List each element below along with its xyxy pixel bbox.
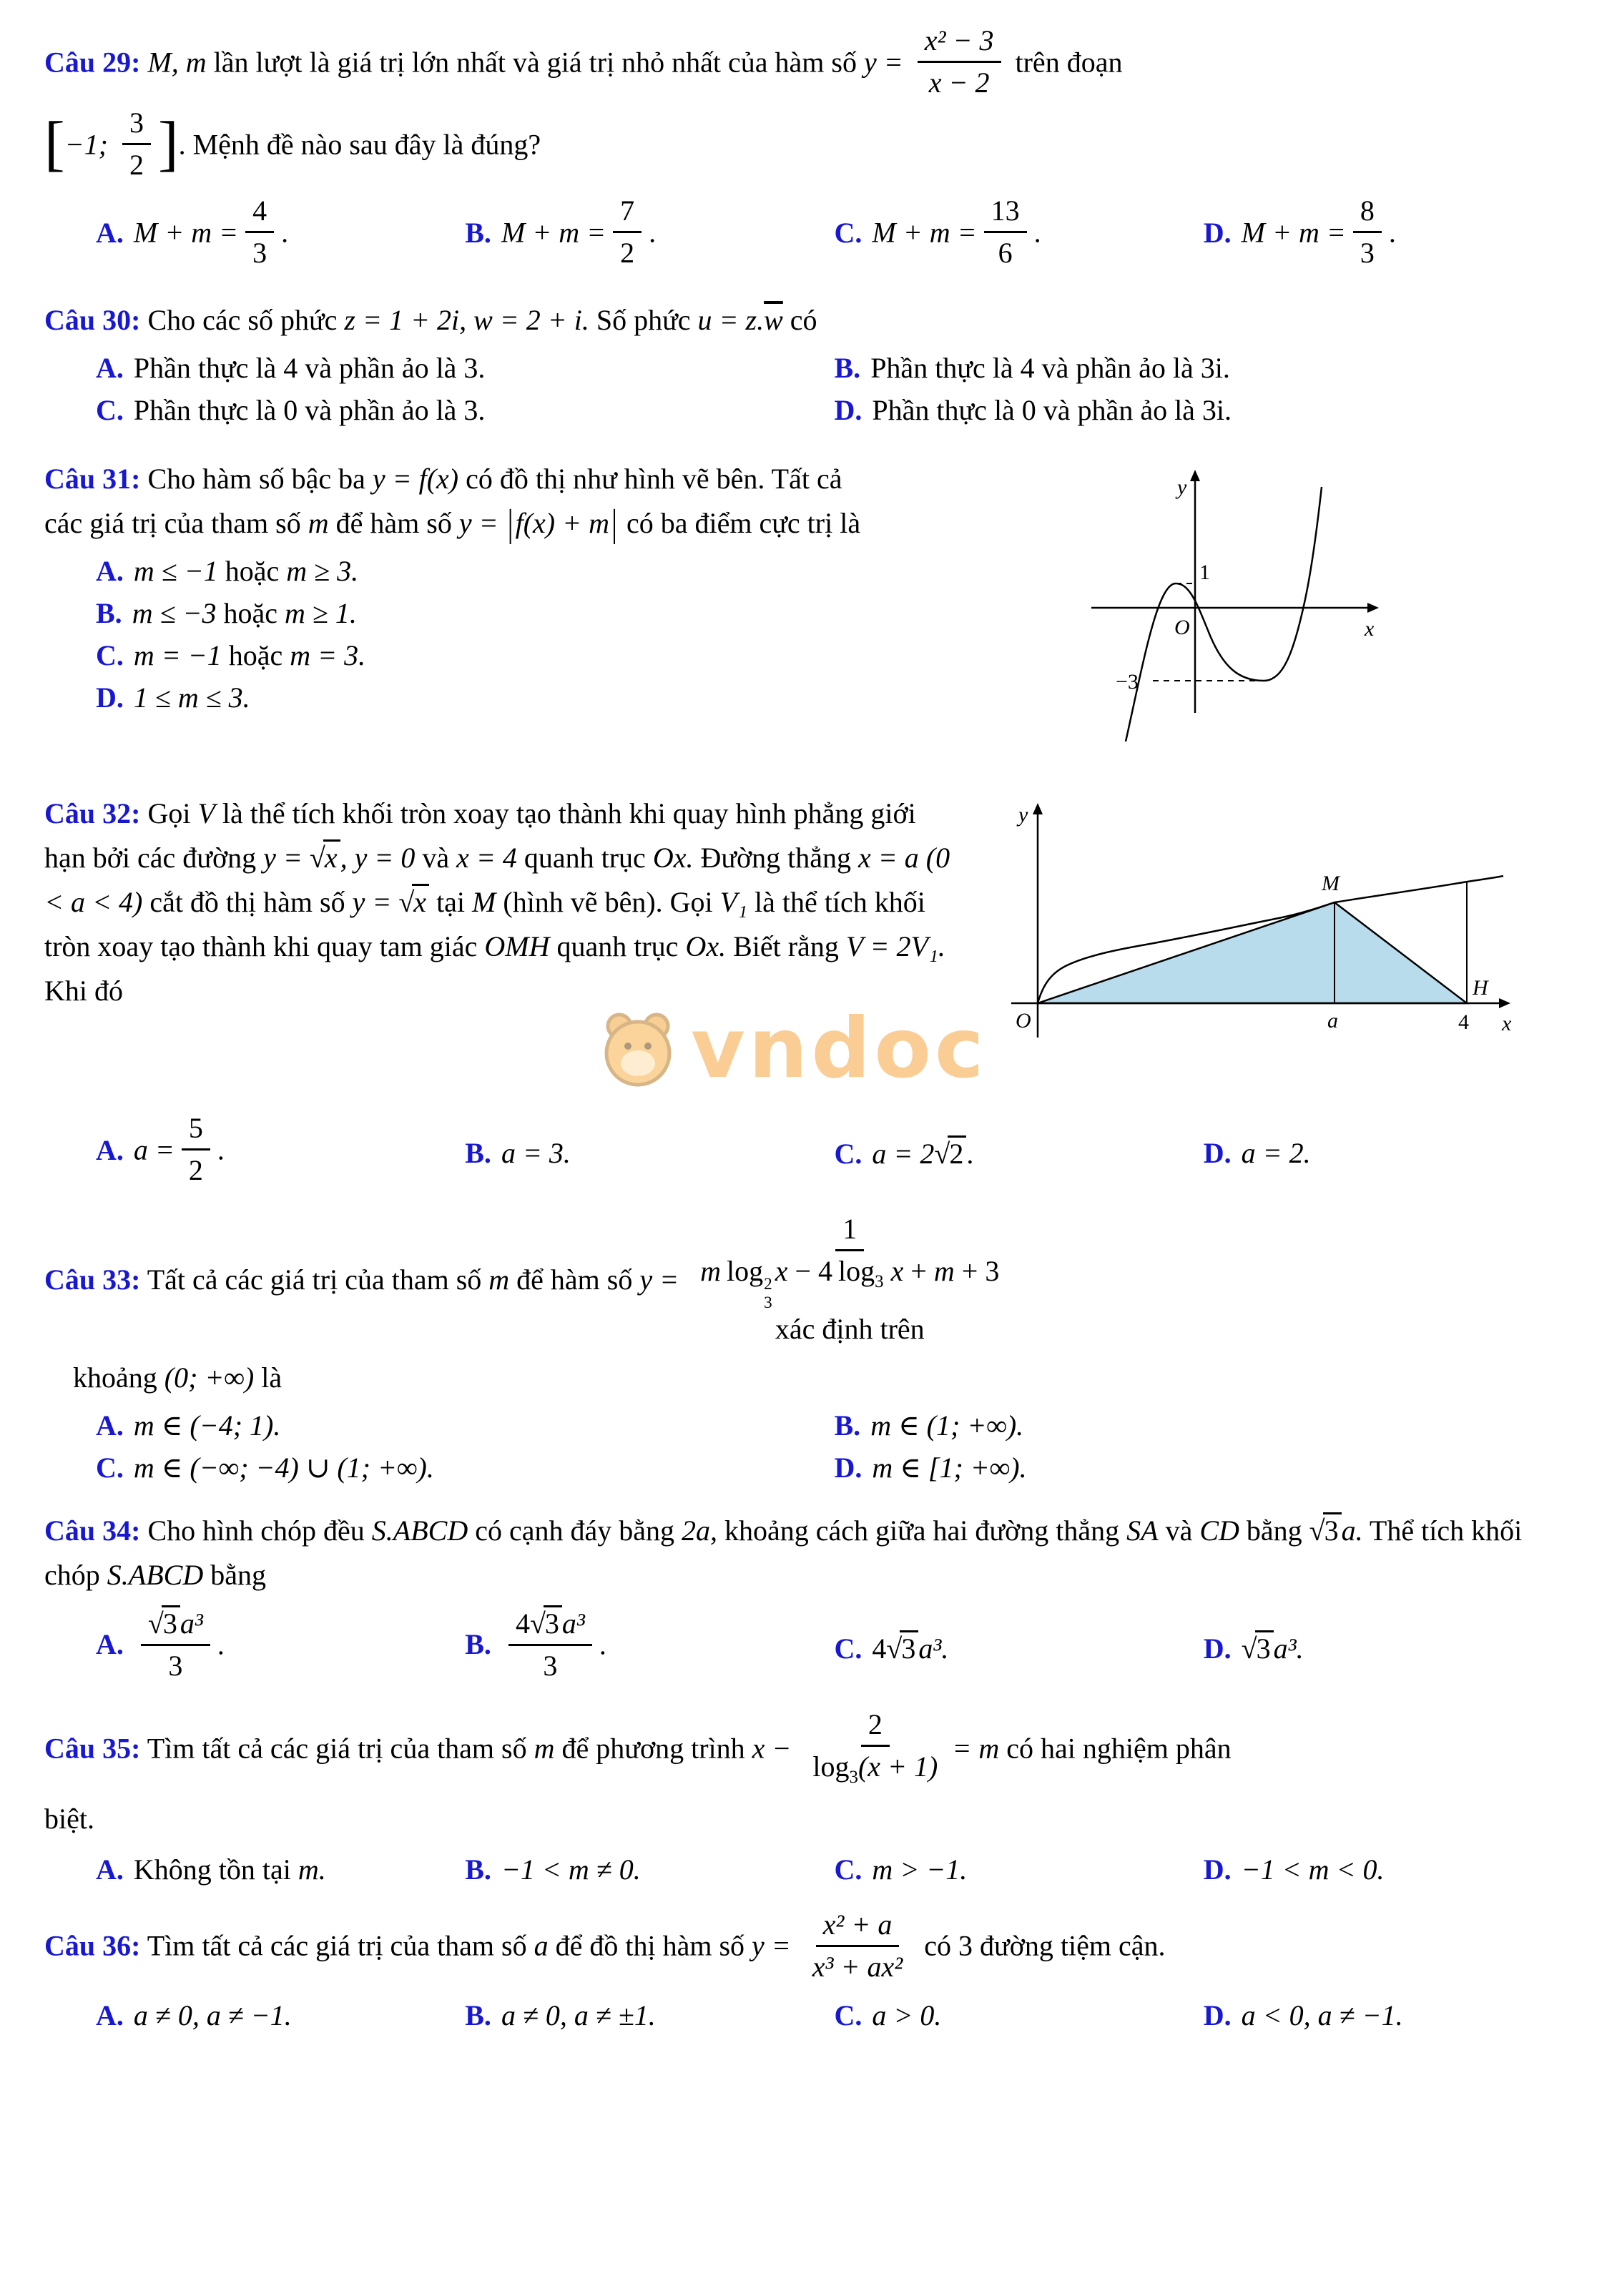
fraction: 1 m log 2 3 x − 4 $\log_3 x + m + 3$ xác định trên <box>693 1212 1006 1346</box>
option-b: B. $\frac{\text{4√3 a³}}{3}$ . <box>465 1609 834 1687</box>
abs-bar: | <box>507 501 513 545</box>
fraction <box>918 24 1001 100</box>
q32-text-column <box>44 786 953 1019</box>
stem-text: Gọi <box>147 797 198 829</box>
stem-text: để hàm số <box>328 507 459 539</box>
sup-sub-stack: 2 3 <box>764 1274 772 1312</box>
question-label: Câu 33: <box>44 1263 141 1296</box>
q33-stem-line2: khoảng (0; +∞) là <box>73 1361 282 1394</box>
option-b: B. −1 < m ≠ 0. <box>465 1853 641 1886</box>
fraction: $\frac{\text{√3 a³}}{3}$ <box>141 1605 210 1683</box>
option-letter: D. <box>834 394 862 426</box>
option-d: D. m ∈ [1; +∞). <box>834 1451 1027 1484</box>
option-math: M + m = <box>1241 216 1346 249</box>
option-c: C. m = −1 hoặc m = 3. <box>96 639 366 671</box>
q33-options <box>44 1409 1573 1484</box>
math: y = <box>458 507 506 539</box>
option-letter: C. <box>834 1853 862 1886</box>
option-letter: C. <box>834 1999 862 2032</box>
option-text: . <box>1388 216 1396 249</box>
q31-stem <box>44 457 867 546</box>
q34-stem: Câu 34: Cho hình chóp đều S.ABCD có cạnh đáy bằng 2a, khoảng cách giữa hai đường thẳng SA và CD bằng √3 a. Thể tích khối chóp S.ABCD bằng <box>44 1509 1573 1597</box>
option-b: B. a = 3. <box>465 1137 571 1169</box>
option-d: D. a < 0, a ≠ −1. <box>1203 1999 1403 2032</box>
stem-text: Tất cả các giá trị của tham số <box>147 1263 489 1296</box>
tick-label-a: a <box>1327 1009 1338 1033</box>
option-letter: B. <box>834 1409 861 1442</box>
option-d: D. √3 a³. <box>1204 1630 1573 1665</box>
fraction: $\frac{8}{3}$ <box>1353 194 1382 270</box>
math: f(x) + m <box>515 507 609 539</box>
q35-stem-line2: biệt. <box>44 1803 94 1836</box>
option-b: B. m ∈ (1; +∞). <box>834 1409 1024 1442</box>
fraction: $\frac{\text{x² + a}}{\text{x³ + ax²}}$ <box>812 1908 903 1983</box>
solid-of-revolution-figure <box>998 789 1528 1053</box>
square-root: √2 <box>934 1138 966 1170</box>
option-text: . <box>649 216 657 249</box>
option-text: Phần thực là 4 và phần ảo là 3i. <box>870 352 1230 384</box>
option-letter: C. <box>96 639 124 671</box>
question-29 <box>44 24 1573 274</box>
option-letter: A. <box>96 1853 124 1886</box>
question-label: Câu 32: <box>44 797 141 829</box>
stem-text: có ba điểm cực trị là <box>619 507 861 539</box>
math: y = f(x) <box>372 463 459 495</box>
left-bracket: [ <box>44 109 65 178</box>
q29-stem <box>44 24 1573 104</box>
option-letter: A. <box>96 216 124 249</box>
square-root: √3 <box>1309 1514 1342 1547</box>
option-d: D. 1 ≤ m ≤ 3. <box>96 681 250 714</box>
option-c: C. m ∈ (−∞; −4) ∪ (1; +∞). <box>96 1451 434 1484</box>
fraction: $\frac{2}{\log_3(x + 1)}$ <box>805 1708 945 1788</box>
option-c <box>96 393 835 427</box>
option-a: A. a = $\frac{5}{2}$ . <box>96 1112 225 1187</box>
option-letter: D. <box>1203 1632 1232 1665</box>
option-d <box>1203 194 1573 274</box>
q31-figure <box>867 451 1573 762</box>
math: u = z. <box>697 304 765 336</box>
question-34 <box>44 1509 1573 1687</box>
option-text: Phần thực là 0 và phần ảo là 3. <box>133 394 486 426</box>
cubic-graph-figure <box>1041 454 1399 762</box>
option-a: A. m ∈ (−4; 1). <box>96 1409 281 1442</box>
option-c: C. m > −1. <box>834 1853 968 1886</box>
option-letter: C. <box>96 1451 124 1484</box>
option-a: A. m ≤ −1 hoặc m ≥ 3. <box>96 555 359 587</box>
numerator: x² − 3 <box>918 24 1001 63</box>
option-c <box>834 194 1204 274</box>
option-letter: A. <box>96 555 124 587</box>
q30-options <box>44 351 1573 427</box>
math-overline: $\overline{w}$ <box>764 304 783 336</box>
fraction: $\frac{13}{6}$ <box>984 194 1027 270</box>
option-d: D. a = 2. <box>1203 1137 1311 1169</box>
option-letter: D. <box>1203 1137 1232 1169</box>
denominator: 2 <box>129 149 144 182</box>
math: m <box>308 507 329 539</box>
option-d <box>835 393 1573 427</box>
q34-options <box>44 1609 1573 1687</box>
option-b <box>465 194 834 274</box>
question-32 <box>44 786 1573 1191</box>
axis-label-y: y <box>1176 476 1186 499</box>
fraction: $\frac{4}{3}$ <box>245 194 274 270</box>
option-letter: D. <box>96 681 124 714</box>
tick-label-minus3: −3 <box>1115 670 1139 694</box>
question-label: Câu 31: <box>44 463 141 495</box>
option-letter: D. <box>1203 1999 1232 2032</box>
axis-label-x: x <box>1364 617 1374 641</box>
option-letter: C. <box>96 394 124 426</box>
denominator: x − 2 <box>928 66 990 99</box>
fraction: $\frac{7}{2}$ <box>613 194 642 270</box>
option-letter: B. <box>465 1853 491 1886</box>
option-text: Phần thực là 0 và phần ảo là 3i. <box>872 394 1232 426</box>
option-b: B. m ≤ −3 hoặc m ≥ 1. <box>96 597 357 629</box>
question-label: Câu 29: <box>44 46 141 79</box>
option-letter: B. <box>465 1628 491 1661</box>
option-a: A. $\frac{\text{√3 a³}}{3}$ . <box>96 1609 465 1687</box>
option-letter: C. <box>834 216 862 249</box>
option-math: M + m = <box>133 216 239 249</box>
fraction: $\frac{\text{4√3 a³}}{3}$ <box>508 1605 592 1683</box>
option-math: M + m = <box>872 216 977 249</box>
tick-label-4: 4 <box>1458 1010 1469 1034</box>
question-33 <box>44 1213 1573 1484</box>
denominator: m log 2 3 x − 4 $\log_3 x + m + 3$ <box>700 1255 1000 1312</box>
numerator: 3 <box>122 106 151 145</box>
option-letter: B. <box>465 216 491 249</box>
q30-stem <box>44 298 1573 343</box>
question-30 <box>44 298 1573 427</box>
q36-options <box>44 1999 1573 2032</box>
option-b: B. a ≠ 0, a ≠ ±1. <box>465 1999 656 2032</box>
stem-text: Cho hàm số bậc ba <box>147 463 373 495</box>
q32-options <box>44 1112 1573 1191</box>
question-label: Câu 35: <box>44 1732 141 1765</box>
origin-label: O <box>1174 616 1190 639</box>
option-letter: A. <box>96 352 124 384</box>
option-letter: A. <box>96 1409 124 1442</box>
q35-stem: Câu 35: Tìm tất cả các giá trị của tham số m để phương trình x − $\frac{2}{\log_3(x + 1)}$ = m có hai nghiệm phân <box>44 1708 1232 1787</box>
option-a <box>96 351 835 385</box>
q36-stem: Câu 36: Tìm tất cả các giá trị của tham số a để đồ thị hàm số y = $\frac{\text{x² + a}}{\text{x³ + ax²}}$ có 3 đường tiệm cận. <box>44 1908 1166 1983</box>
option-letter: D. <box>1203 216 1232 249</box>
point-label-M: M <box>1321 872 1340 895</box>
stem-text: Số phức <box>589 304 698 336</box>
stem-text: có <box>782 304 817 336</box>
q29-options <box>44 194 1573 274</box>
question-label: Câu 30: <box>44 304 141 336</box>
square-root: √x <box>310 842 340 874</box>
option-letter: B. <box>465 1137 491 1169</box>
option-letter: B. <box>96 597 122 629</box>
point-label-H: H <box>1472 976 1488 1000</box>
axis-label-y: y <box>1018 803 1028 827</box>
option-text: . <box>281 216 289 249</box>
math: −1; <box>64 128 115 161</box>
math: y = <box>864 46 903 79</box>
stem-text: là thể tích khối tròn xoay tạo thành khi quay hình phẳng giới hạn bởi các đường <box>44 797 916 874</box>
option-letter: A. <box>96 1628 124 1661</box>
right-bracket: ] <box>157 109 179 178</box>
stem-text: trên đoạn <box>1008 46 1123 79</box>
q29-stem-line2 <box>44 109 1573 186</box>
option-c: C. a = 2√2 . <box>835 1135 1204 1171</box>
q31-options <box>44 554 867 714</box>
stem-text: có đồ thị như hình vẽ bên. Tất cả các giá trị của tham số <box>44 463 842 539</box>
option-b <box>835 351 1573 385</box>
stem-text: Cho các số phức <box>147 304 345 336</box>
option-letter: C. <box>834 1138 862 1170</box>
option-a: A. a ≠ 0, a ≠ −1. <box>96 1999 292 2032</box>
q32-stem: Câu 32: Gọi V là thể tích khối tròn xoay tạo thành khi quay hình phẳng giới hạn bởi các đường y = √x , y = 0 và x = 4 quanh trục Ox. Đường thẳng x = a (0 < a < 4) cắt đồ thị hàm số y = √x tại M (hình vẽ bên). Gọi V₁ là thể tích khối tròn xoay tạo thành khi quay tam giác OMH quanh trục Ox. Biết rằng V = 2V₁. Khi đó <box>44 797 950 1007</box>
option-letter: D. <box>1203 1853 1232 1886</box>
option-letter: B. <box>465 1999 491 2032</box>
math: z = 1 + 2i, w = 2 + i. <box>344 304 589 336</box>
question-35 <box>44 1708 1573 1887</box>
option-d: D. −1 < m < 0. <box>1203 1853 1385 1886</box>
option-a <box>96 194 465 274</box>
option-letter: C. <box>834 1632 862 1665</box>
numerator: 4√3 a³ <box>508 1605 592 1646</box>
option-c: C. a > 0. <box>834 1999 942 2032</box>
axis-label-x: x <box>1501 1012 1511 1035</box>
question-31 <box>44 451 1573 762</box>
math: M, m <box>147 46 207 79</box>
q33-stem: Câu 33: Tất cả các giá trị của tham số m để hàm số y = 1 m log 2 3 x − 4 $\log_3 x + m + 3$ xác định trên <box>44 1216 1573 1350</box>
fraction: $\frac{5}{2}$ <box>182 1111 210 1188</box>
fraction <box>122 106 151 182</box>
option-text: . <box>1033 216 1041 249</box>
option-a: A. Không tồn tại m. <box>96 1853 326 1886</box>
numerator: √3 a³ <box>141 1605 210 1646</box>
q31-text-column <box>44 451 867 723</box>
q32-figure <box>953 786 1573 1053</box>
question-label: Câu 34: <box>44 1514 141 1547</box>
origin-label: O <box>1015 1009 1031 1033</box>
option-letter: A. <box>96 1133 124 1166</box>
stem-text: . Mệnh đề nào sau đây là đúng? <box>178 128 541 161</box>
option-c: C. 4√3 a³. <box>835 1630 1204 1665</box>
question-label: Câu 36: <box>44 1930 141 1962</box>
option-letter: D. <box>834 1451 862 1484</box>
denominator: $\log_3(x + 1)$ <box>812 1750 938 1787</box>
stem-text: lần lượt là giá trị lớn nhất và giá trị nhỏ nhất của hàm số <box>206 46 864 79</box>
question-36 <box>44 1908 1573 2032</box>
watermark-text: vndoc <box>691 1000 988 1097</box>
tick-label-1: 1 <box>1199 561 1210 584</box>
option-letter: B. <box>834 352 861 384</box>
option-text: Phần thực là 4 và phần ảo là 3. <box>133 352 486 384</box>
square-root: √x <box>398 886 429 918</box>
option-math: M + m = <box>501 216 606 249</box>
q35-options <box>44 1853 1573 1886</box>
option-letter: A. <box>96 1999 124 2032</box>
abs-bar: | <box>611 501 617 545</box>
